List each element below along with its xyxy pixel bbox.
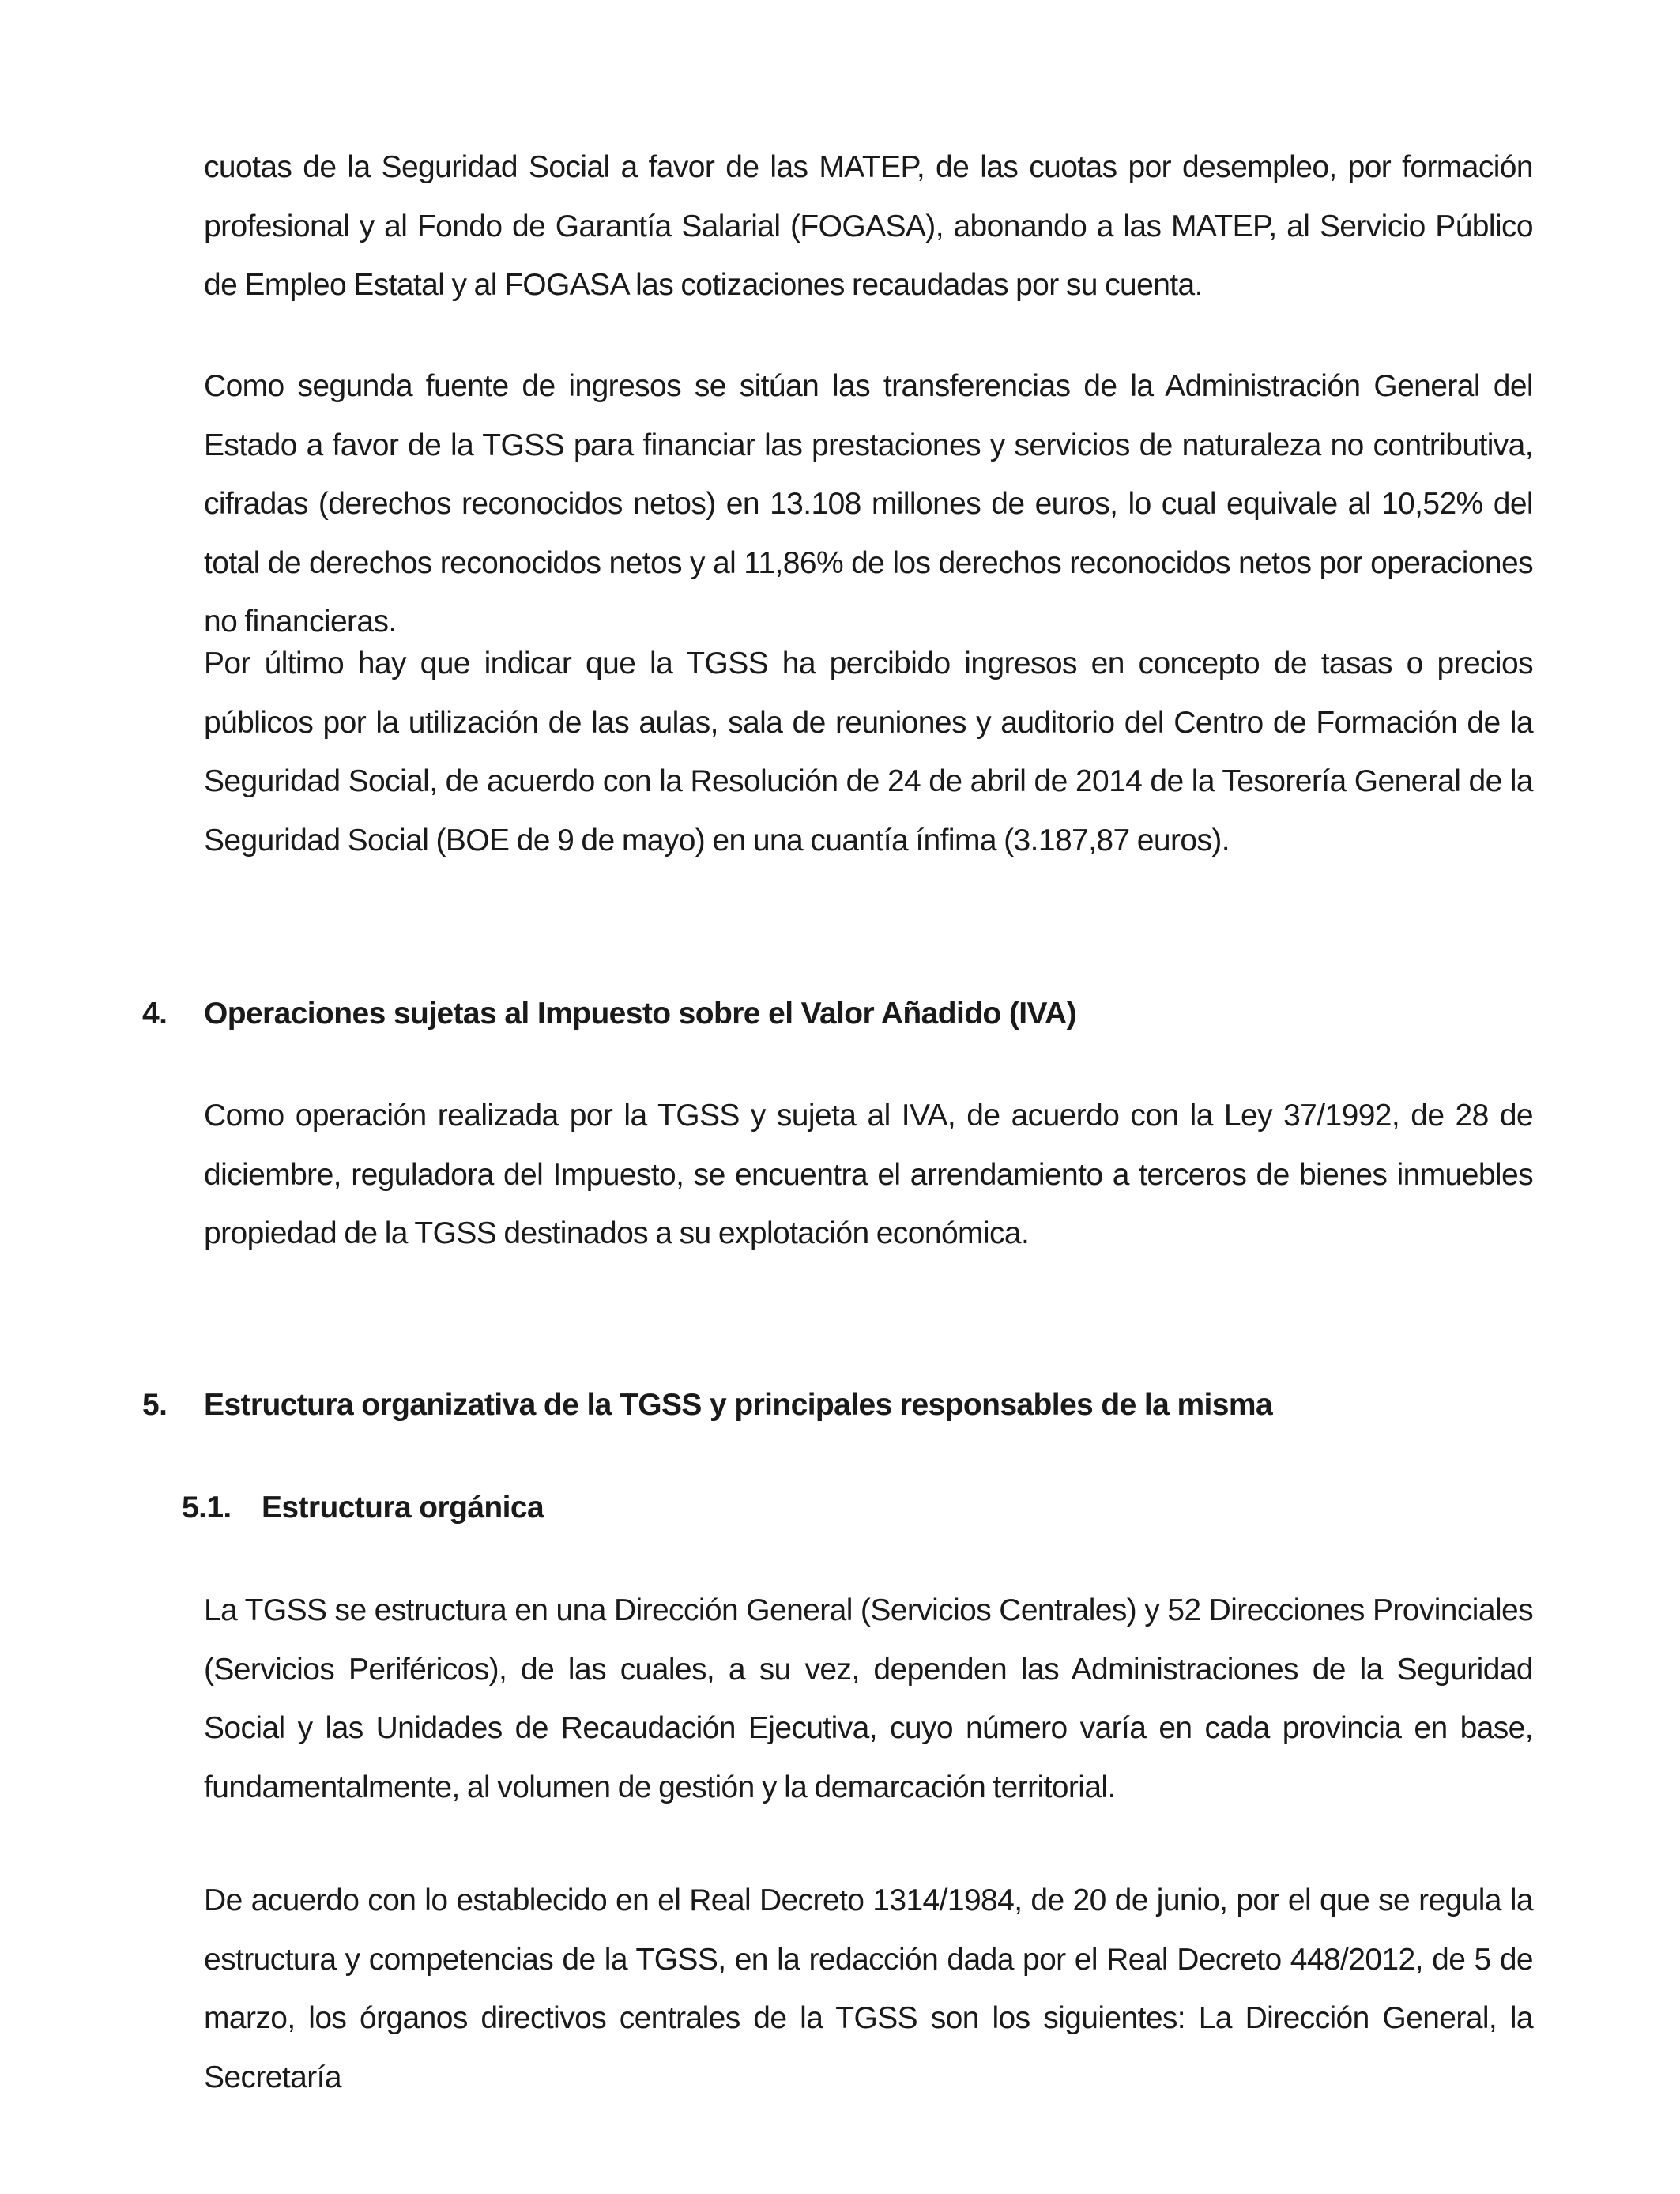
paragraph-segunda-fuente-ingresos: Como segunda fuente de ingresos se sitúan las transferencias de la Administración General del Estado a favor de la TGSS para financiar las prestaciones y servicios de naturaleza no contributiva, cifradas (derechos reconocidos netos) en 13.108 millones de euros, lo cual equivale al 10,52% del total de derechos reconocidos netos y al 11,86% de los derechos reconocidos netos por operaciones no financieras. — [204, 369, 1533, 639]
paragraph-tasas-precios-publicos: Por último hay que indicar que la TGSS ha percibido ingresos en concepto de tasas o precios públicos por la utilización de las aulas, sala de reuniones y auditorio del Centro de Formación de la Seguridad Social, de acuerdo con la Resolución de 24 de abril de 2014 de la Tesorería General de la Seguridad Social (BOE de 9 de mayo) en una cuantía ínfima (3.187,87 euros). — [204, 647, 1533, 858]
section-number: 5. — [142, 1388, 168, 1422]
subsection-title: Estructura orgánica — [262, 1491, 544, 1525]
paragraph-cuotas-seguridad-social: cuotas de la Seguridad Social a favor de las MATEP, de las cuotas por desempleo, por formación profesional y al Fondo de Garantía Salarial (FOGASA), abonando a las MATEP, al Servicio Público de Empleo Estatal y al FOGASA las cotizaciones recaudadas por su cuenta. — [204, 150, 1533, 302]
section-number: 4. — [142, 997, 168, 1031]
subsection-number: 5.1. — [182, 1491, 232, 1525]
section-title: Operaciones sujetas al Impuesto sobre el Valor Añadido (IVA) — [204, 997, 1076, 1031]
paragraph-operacion-iva: Como operación realizada por la TGSS y sujeta al IVA, de acuerdo con la Ley 37/1992, de 28 de diciembre, reguladora del Impuesto, se encuentra el arrendamiento a terceros de bienes inmuebles propiedad de la TGSS destinados a su explotación económica. — [204, 1099, 1533, 1250]
section-title: Estructura organizativa de la TGSS y principales responsables de la misma — [204, 1388, 1273, 1422]
paragraph-estructura-tgss: La TGSS se estructura en una Dirección General (Servicios Centrales) y 52 Direcciones Provinciales (Servicios Periféricos), de las cuales, a su vez, dependen las Administraciones de la Seguridad Social y las Unidades de Recaudación Ejecutiva, cuyo número varía en cada provincia en base, fundamentalmente, al volumen de gestión y la demarcación territorial. — [204, 1593, 1533, 1804]
paragraph-real-decreto: De acuerdo con lo establecido en el Real Decreto 1314/1984, de 20 de junio, por el que se regula la estructura y competencias de la TGSS, en la redacción dada por el Real Decreto 448/2012, de 5 de marzo, los órganos directivos centrales de la TGSS son los siguientes: La Dirección General, la Secretaría — [204, 1883, 1533, 2094]
